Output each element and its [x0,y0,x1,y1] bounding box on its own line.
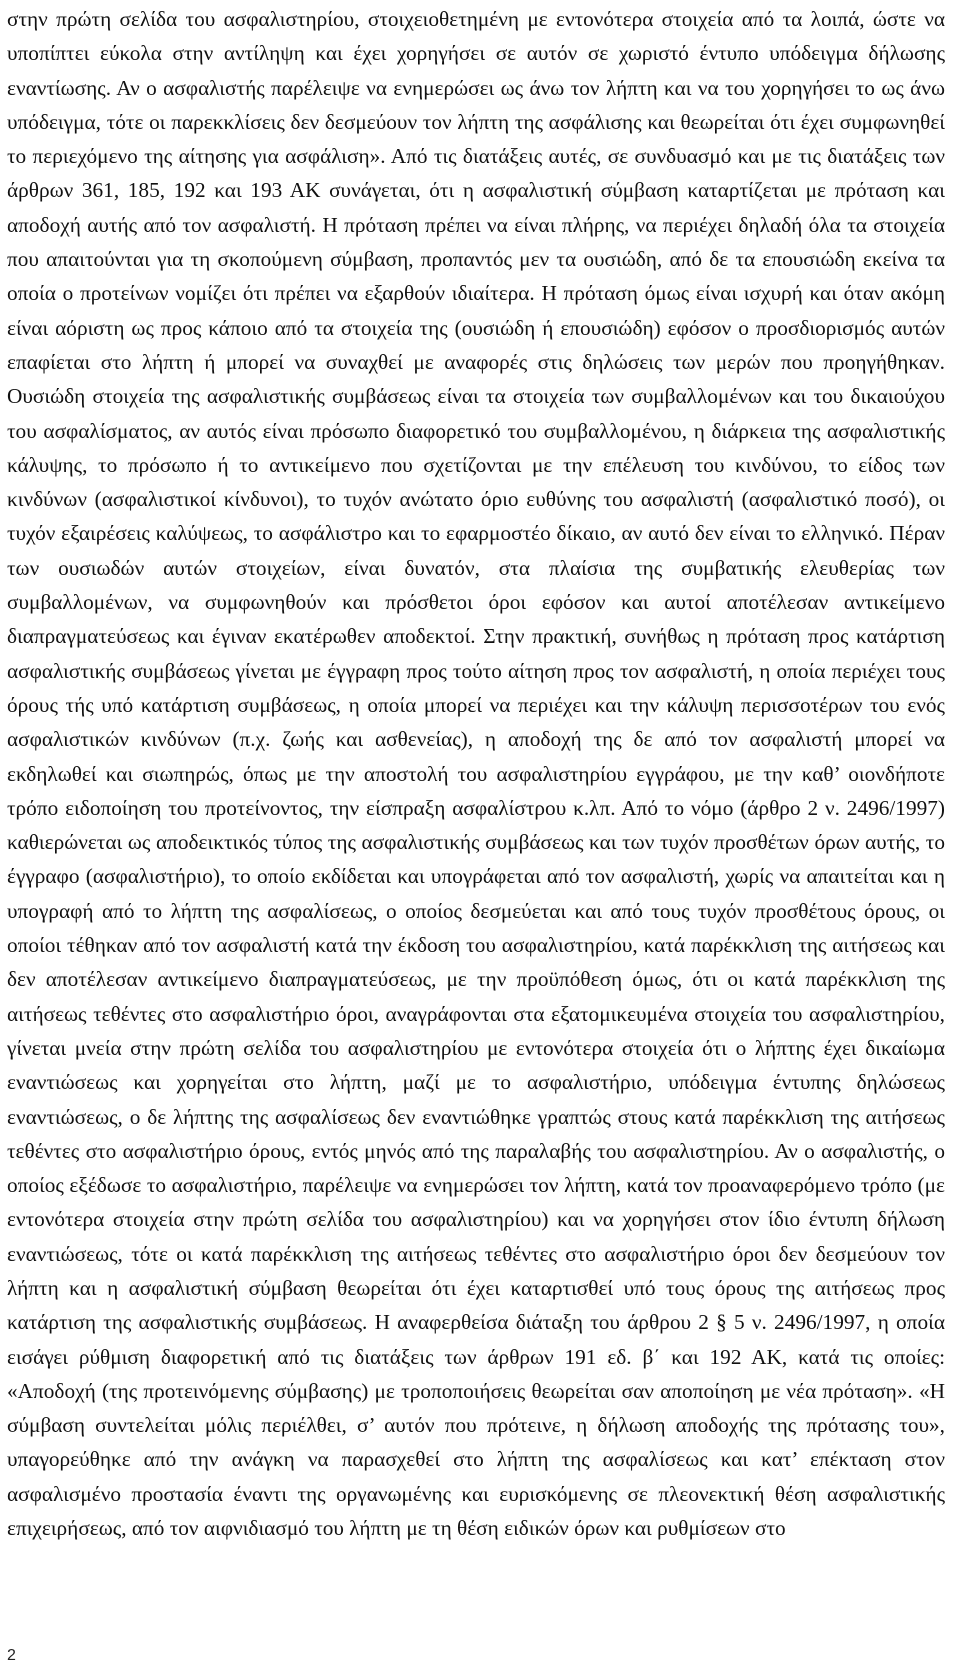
page-number: 2 [7,1647,16,1664]
body-paragraph: στην πρώτη σελίδα του ασφαλιστηρίου, στοιχειοθετημένη με εντονότερα στοιχεία από τα λοιπά, ώστε να υποπίπτει εύκολα στην αντίληψη και έχει χορηγήσει σε αυτόν σε χωριστό έντυπο υπόδειγμα δήλωσης εναντίωσης. Αν ο ασφαλιστής παρέλειψε να ενημερώσει ως άνω τον λήπτη και να του χορηγήσει το ως άνω υπόδειγμα, τότε οι παρεκκλίσεις δεν δεσμεύουν τον λήπτη της ασφάλισης και θεωρείται ότι έχει συμφωνηθεί το περιεχόμενο της αίτησης για ασφάλιση». Από τις διατάξεις αυτές, σε συνδυασμό και με τις διατάξεις των άρθρων 361, 185, 192 και 193 ΑΚ συνάγεται, ότι η ασφαλιστική σύμβαση καταρτίζεται με πρόταση και αποδοχή αυτής από τον ασφαλιστή. Η πρόταση πρέπει να είναι πλήρης, να περιέχει δηλαδή όλα τα στοιχεία που απαιτούνται για τη σκοπούμενη σύμβαση, προπαντός μεν τα ουσιώδη, από δε τα επουσιώδη εκείνα τα οποία ο προτείνων νομίζει ότι πρέπει να εξαρθούν ιδιαίτερα. Η πρόταση όμως είναι ισχυρή και όταν ακόμη είναι αόριστη ως προς κάποιο από τα στοιχεία της (ουσιώδη ή επουσιώδη) εφόσον ο προσδιορισμός αυτών επαφίεται στο λήπτη ή μπορεί να συναχθεί με αναφορές στις δηλώσεις των μερών που προηγήθηκαν. Ουσιώδη στοιχεία της ασφαλιστικής συμβάσεως είναι τα στοιχεία των συμβαλλομένων και του δικαιούχου του ασφαλίσματος, αν αυτός είναι πρόσωπο διαφορετικό του συμβαλλομένου, η διάρκεια της ασφαλιστικής κάλυψης, το πρόσωπο ή το αντικείμενο που σχετίζονται με την επέλευση του κινδύνου, το είδος των κινδύνων (ασφαλιστικοί κίνδυνοι), το τυχόν ανώτατο όριο ευθύνης του ασφαλιστή (ασφαλιστικό ποσό), οι τυχόν εξαιρέσεις καλύψεως, το ασφάλιστρο και το εφαρμοστέο δίκαιο, αν αυτό δεν είναι το ελληνικό. Πέραν των ουσιωδών αυτών στοιχείων, είναι δυνατόν, στα πλαίσια της συμβατικής ελευθερίας των συμβαλλομένων, να συμφωνηθούν και πρόσθετοι όροι εφόσον και αυτοί αποτέλεσαν αντικείμενο διαπραγματεύσεως και έγιναν εκατέρωθεν αποδεκτοί. Στην πρακτική, συνήθως η πρόταση προς κατάρτιση ασφαλιστικής συμβάσεως γίνεται με έγγραφη προς τούτο αίτηση προς τον ασφαλιστή, η οποία περιέχει τους όρους τής υπό κατάρτιση συμβάσεως, η οποία μπορεί να περιέχει και την κάλυψη περισσοτέρων του ενός ασφαλιστικών κινδύνων (π.χ. ζωής και ασθενείας), η αποδοχή της δε από τον ασφαλιστή μπορεί να εκδηλωθεί και σιωπηρώς, όπως με την αποστολή του ασφαλιστηρίου εγγράφου, με την καθ’ οιονδήποτε τρόπο ειδοποίηση του προτείνοντος, την είσπραξη ασφαλίστρου κ.λπ. Από το νόμο (άρθρο 2 ν. 2496/1997) καθιερώνεται ως αποδεικτικός τύπος της ασφαλιστικής συμβάσεως και των τυχόν προσθέτων όρων αυτής, το έγγραφο (ασφαλιστήριο), το οποίο εκδίδεται και υπογράφεται από τον ασφαλιστή, χωρίς να απαιτείται και η υπογραφή από το λήπτη της ασφαλίσεως, ο οποίος δεσμεύεται και από τους τυχόν προσθέτους όρους, οι οποίοι τέθηκαν από τον ασφαλιστή κατά την έκδοση του ασφαλιστηρίου, κατά παρέκκλιση της αιτήσεως και δεν αποτέλεσαν αντικείμενο διαπραγματεύσεως, με την προϋπόθεση όμως, ότι οι κατά παρέκκλιση της αιτήσεως τεθέντες στο ασφαλιστήριο όροι, αναγράφονται στα εξατομικευμένα στοιχεία του ασφαλιστηρίου, γίνεται μνεία στην πρώτη σελίδα του ασφαλιστηρίου με εντονότερα στοιχεία ότι ο λήπτης έχει δικαίωμα εναντιώσεως και χορηγείται στο λήπτη, μαζί με το ασφαλιστήριο, υπόδειγμα έντυπης δηλώσεως εναντιώσεως, ο δε λήπτης της ασφαλίσεως δεν εναντιώθηκε γραπτώς στους κατά παρέκκλιση της αιτήσεως τεθέντες στο ασφαλιστήριο όρους, εντός μηνός από της παραλαβής του ασφαλιστηρίου. Αν ο ασφαλιστής, ο οποίος εξέδωσε το ασφαλιστήριο, παρέλειψε να ενημερώσει τον λήπτη, κατά τον προαναφερόμενο τρόπο (με εντονότερα στοιχεία στην πρώτη σελίδα του ασφαλιστηρίου) και να χορηγήσει στον ίδιο έντυπη δήλωση εναντιώσεως, τότε οι κατά παρέκκλιση της αιτήσεως τεθέντες στο ασφαλιστήριο όροι δεν δεσμεύουν τον λήπτη και η ασφαλιστική σύμβαση θεωρείται ότι έχει καταρτισθεί υπό τους όρους της αιτήσεως προς κατάρτιση της ασφαλιστικής συμβάσεως. Η αναφερθείσα διάταξη του άρθρου 2 § 5 ν. 2496/1997, η οποία εισάγει ρύθμιση διαφορετική από τις διατάξεις των άρθρων 191 εδ. β΄ και 192 ΑΚ, κατά τις οποίες: «Αποδοχή (της προτεινόμενης σύμβασης) με τροποποιήσεις θεωρείται σαν αποποίηση με νέα πρόταση». «Η σύμβαση συντελείται μόλις περιέλθει, σ’ αυτόν που πρότεινε, η δήλωση αποδοχής της πρότασης του», υπαγορεύθηκε από την ανάγκη να παρασχεθεί στο λήπτη της ασφαλίσεως και κατ’ επέκταση στον ασφαλισμένο προστασία έναντι της οργανωμένης και ευρισκόμενης σε πλεονεκτική θέση ασφαλιστικής επιχειρήσεως, από τον αιφνιδιασμό του λήπτη με τη θέση ειδικών όρων και ρυθμίσεων στο [7,7,945,1541]
